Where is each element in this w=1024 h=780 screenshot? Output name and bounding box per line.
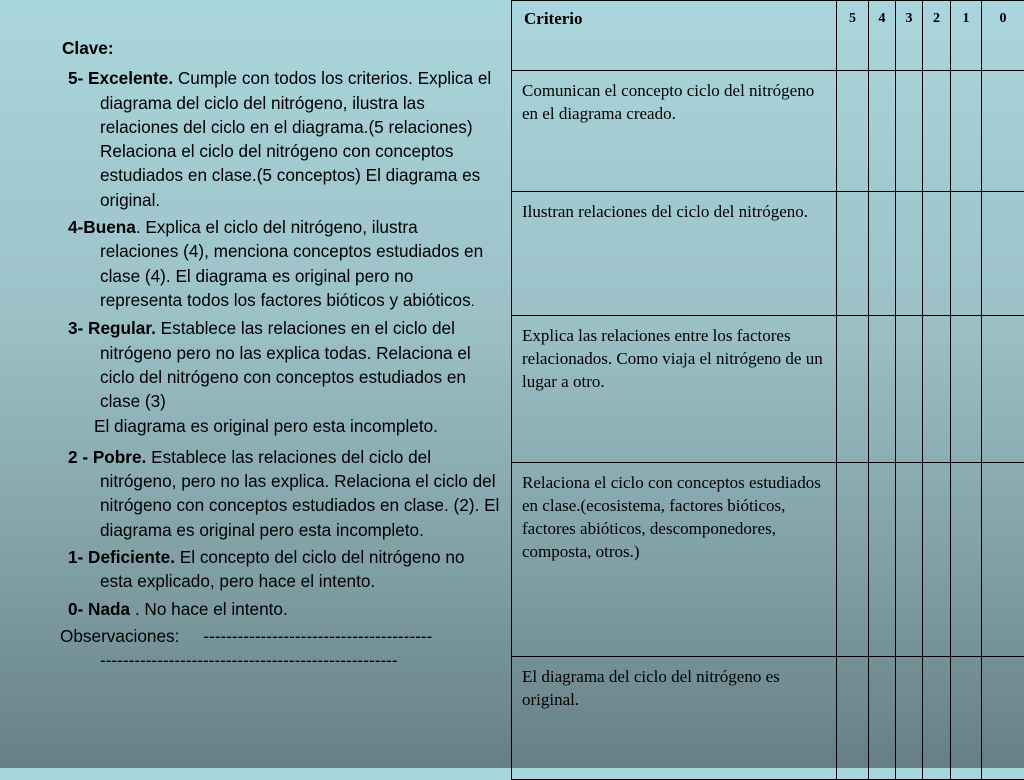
level-4-text: . Explica el ciclo del nitrógeno, ilustra relaciones (4), menciona conceptos estudiados en clase (4). El diagrama es original pero no representa todos los factores bióticos y abióticos — [100, 217, 483, 310]
grading-key — [60, 36, 500, 672]
criterion-row — [512, 463, 1024, 657]
level-2-text: Establece las relaciones del ciclo del nitrógeno, pero no las explica. Relaciona el ciclo del nitrógeno con conceptos estudiados en clase. (2). El diagrama es original pero esta incompleto. — [100, 447, 499, 540]
score-cell-0[interactable] — [982, 657, 1024, 780]
score-cell-1[interactable] — [951, 71, 982, 192]
score-cell-3[interactable] — [896, 316, 923, 463]
score-cell-2[interactable] — [923, 316, 951, 463]
score-cell-4[interactable] — [869, 657, 896, 780]
observations-dashes-1: ---------------------------------------- — [203, 626, 432, 646]
level-4-label: 4-Buena — [68, 217, 136, 237]
criterion-row — [512, 316, 1024, 463]
observations-label: Observaciones: — [60, 626, 179, 646]
score-cell-2[interactable] — [923, 71, 951, 192]
score-cell-3[interactable] — [896, 71, 923, 192]
score-cell-1[interactable] — [951, 192, 982, 316]
score-cell-0[interactable] — [982, 463, 1024, 657]
criterion-row — [512, 657, 1024, 780]
level-2 — [60, 445, 500, 542]
score-header-2: 2 — [923, 1, 951, 71]
level-3-text: Establece las relaciones en el ciclo del nitrógeno pero no las explica todas. Relaciona el ciclo del nitrógeno con conceptos estudiados en clase (3) — [100, 318, 471, 411]
criterion-row — [512, 71, 1024, 192]
level-1-text: El concepto del ciclo del nitrógeno no esta explicado, pero hace el intento. — [100, 547, 465, 591]
rubric-table — [511, 0, 1024, 780]
score-cell-5[interactable] — [837, 71, 869, 192]
score-cell-5[interactable] — [837, 316, 869, 463]
score-cell-2[interactable] — [923, 192, 951, 316]
level-4 — [60, 215, 500, 313]
score-cell-4[interactable] — [869, 71, 896, 192]
criterion-text: Relaciona el ciclo con conceptos estudiados en clase.(ecosistema, factores bióticos, factores abióticos, descomponedores, composta, otros.) — [512, 463, 837, 657]
observations-dashes-2: ---------------------------------------------------- — [60, 648, 500, 672]
score-cell-0[interactable] — [982, 316, 1024, 463]
score-cell-4[interactable] — [869, 316, 896, 463]
score-cell-3[interactable] — [896, 192, 923, 316]
level-5-text: Cumple con todos los criterios. Explica el diagrama del ciclo del nitrógeno, ilustra las relaciones del ciclo en el diagrama.(5 relaciones) Relaciona el ciclo del nitrógeno con conceptos estudiados en clase.(5 conceptos) El diagrama es original. — [100, 68, 491, 209]
score-header-4: 4 — [869, 1, 896, 71]
level-0 — [60, 597, 500, 621]
score-cell-5[interactable] — [837, 463, 869, 657]
score-cell-3[interactable] — [896, 657, 923, 780]
key-title: Clave: — [62, 36, 500, 60]
score-cell-4[interactable] — [869, 192, 896, 316]
score-header-5: 5 — [837, 1, 869, 71]
level-3-note: El diagrama es original pero esta incompleto. — [60, 414, 500, 438]
score-header-1: 1 — [951, 1, 982, 71]
rubric-header-row — [512, 1, 1024, 71]
criterion-row — [512, 192, 1024, 316]
level-3 — [60, 316, 500, 413]
score-cell-0[interactable] — [982, 71, 1024, 192]
score-cell-5[interactable] — [837, 657, 869, 780]
criterion-header: Criterio — [512, 1, 837, 71]
score-cell-5[interactable] — [837, 192, 869, 316]
score-cell-3[interactable] — [896, 463, 923, 657]
score-cell-1[interactable] — [951, 316, 982, 463]
level-1-label: 1- Deficiente. — [68, 547, 175, 567]
score-cell-1[interactable] — [951, 657, 982, 780]
level-4-tail: . — [471, 293, 475, 309]
score-cell-2[interactable] — [923, 657, 951, 780]
criterion-text: El diagrama del ciclo del nitrógeno es original. — [512, 657, 837, 780]
level-3-label: 3- Regular. — [68, 318, 156, 338]
level-0-label: 0- Nada — [68, 599, 130, 619]
level-0-text: . No hace el intento. — [130, 599, 288, 619]
level-1 — [60, 545, 500, 594]
score-header-0: 0 — [982, 1, 1024, 71]
criterion-text: Comunican el concepto ciclo del nitrógeno en el diagrama creado. — [512, 71, 837, 192]
criterion-text: Explica las relaciones entre los factores relacionados. Como viaja el nitrógeno de un lugar a otro. — [512, 316, 837, 463]
criterion-text: Ilustran relaciones del ciclo del nitrógeno. — [512, 192, 837, 316]
level-5-label: 5- Excelente. — [68, 68, 173, 88]
score-cell-4[interactable] — [869, 463, 896, 657]
level-2-label: 2 - Pobre. — [68, 447, 146, 467]
score-cell-1[interactable] — [951, 463, 982, 657]
score-header-3: 3 — [896, 1, 923, 71]
level-5 — [60, 66, 500, 212]
observations — [60, 624, 500, 648]
score-cell-2[interactable] — [923, 463, 951, 657]
score-cell-0[interactable] — [982, 192, 1024, 316]
